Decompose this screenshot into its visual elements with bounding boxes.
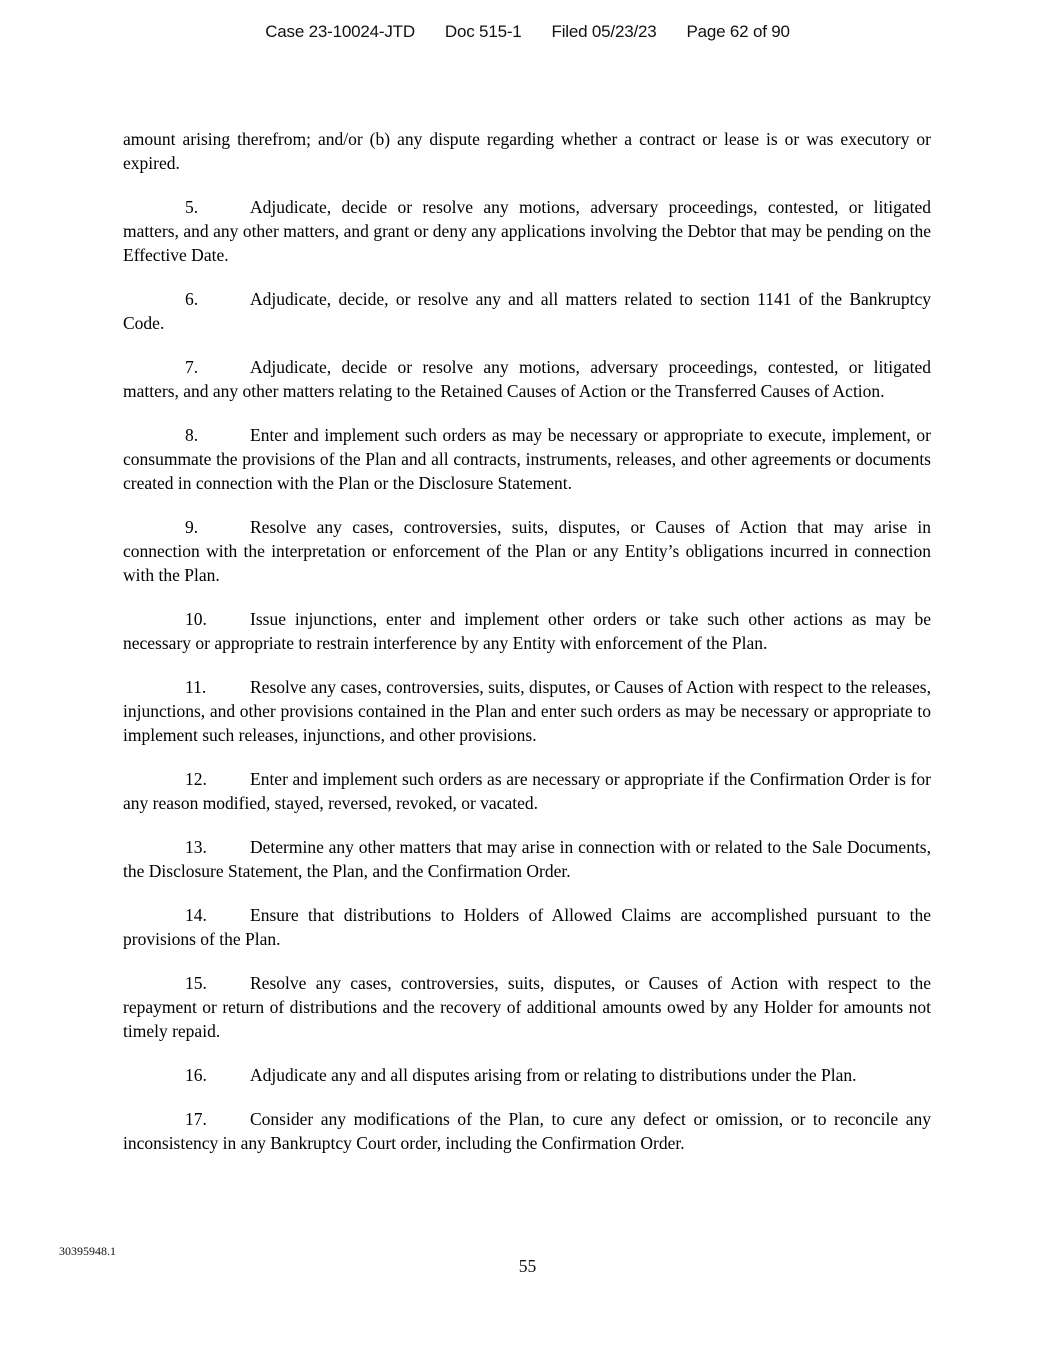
- doc-number: Doc 515-1: [444, 22, 522, 41]
- paragraph-15: [123, 971, 931, 1043]
- paragraph-17: [123, 1107, 931, 1155]
- paragraph-number: 8.: [185, 425, 199, 445]
- paragraph-number: 6.: [185, 289, 199, 309]
- paragraph-text: Enter and implement such orders as may be necessary or appropriate to execute, implement, or consummate the provisions of the Plan and all contracts, instruments, releases, and other agreements or documents created in connection with the Plan or the Disclosure Statement.: [123, 425, 931, 493]
- paragraph-text: Issue injunctions, enter and implement other orders or take such other actions as may be necessary or appropriate to restrain interference by any Entity with enforcement of the Plan.: [123, 609, 931, 653]
- footer-document-id: 30395948.1: [59, 1244, 116, 1258]
- paragraph-text: Resolve any cases, controversies, suits, disputes, or Causes of Action with respect to the repayment or return of distributions and the recovery of additional amounts owed by any Holder for amounts not timely repaid.: [123, 973, 931, 1041]
- paragraph-9: [123, 515, 931, 587]
- paragraph-10: [123, 607, 931, 655]
- case-number: Case 23-10024-JTD: [265, 22, 415, 41]
- paragraph-8: [123, 423, 931, 495]
- paragraph-13: [123, 835, 931, 883]
- paragraph-text: Adjudicate, decide or resolve any motions, adversary proceedings, contested, or litigated matters, and any other matters, and grant or deny any applications involving the Debtor that may be pending on the Effective Date.: [123, 197, 931, 265]
- paragraph-number: 13.: [185, 837, 207, 857]
- paragraph-text: Resolve any cases, controversies, suits, disputes, or Causes of Action with respect to the releases, injunctions, and other provisions contained in the Plan and enter such orders as may be necessary or appropriate to implement such releases, injunctions, and other provisions.: [123, 677, 931, 745]
- stamp-page-number: Page 62 of 90: [686, 22, 790, 41]
- document-body: [123, 127, 931, 1175]
- paragraph-number: 15.: [185, 973, 207, 993]
- footer-page-number: 55: [518, 1256, 537, 1276]
- paragraph-number: 7.: [185, 357, 199, 377]
- paragraph-11: [123, 675, 931, 747]
- paragraph-text: Consider any modifications of the Plan, to cure any defect or omission, or to reconcile any inconsistency in any Bankruptcy Court order, including the Confirmation Order.: [123, 1109, 931, 1153]
- paragraph-number: 11.: [185, 677, 207, 697]
- paragraph-number: 14.: [185, 905, 207, 925]
- court-filing-stamp: [0, 22, 1055, 42]
- paragraph-7: [123, 355, 931, 403]
- paragraph-number: 9.: [185, 517, 199, 537]
- paragraph-text: Ensure that distributions to Holders of Allowed Claims are accomplished pursuant to the provisions of the Plan.: [123, 905, 931, 949]
- paragraph-number: 12.: [185, 769, 207, 789]
- paragraph-text: Adjudicate, decide, or resolve any and all matters related to section 1141 of the Bankruptcy Code.: [123, 289, 931, 333]
- paragraph-number: 17.: [185, 1109, 207, 1129]
- paragraph-5: [123, 195, 931, 267]
- paragraph-6: [123, 287, 931, 335]
- paragraph-number: 5.: [185, 197, 199, 217]
- paragraph-text: Adjudicate, decide or resolve any motions, adversary proceedings, contested, or litigated matters, and any other matters relating to the Retained Causes of Action or the Transferred Causes of Action.: [123, 357, 931, 401]
- paragraph-number: 10.: [185, 609, 207, 629]
- paragraph-text: Determine any other matters that may arise in connection with or related to the Sale Documents, the Disclosure Statement, the Plan, and the Confirmation Order.: [123, 837, 931, 881]
- paragraph-14: [123, 903, 931, 951]
- continuation-paragraph: amount arising therefrom; and/or (b) any dispute regarding whether a contract or lease is or was executory or expired.: [123, 129, 931, 173]
- paragraph-text: Enter and implement such orders as are necessary or appropriate if the Confirmation Order is for any reason modified, stayed, reversed, revoked, or vacated.: [123, 769, 931, 813]
- paragraph-16: [123, 1063, 931, 1087]
- paragraph-text: Resolve any cases, controversies, suits, disputes, or Causes of Action that may arise in connection with the interpretation or enforcement of the Plan or any Entity’s obligations incurred in connection with the Plan.: [123, 517, 931, 585]
- filed-date: Filed 05/23/23: [551, 22, 657, 41]
- paragraph-12: [123, 767, 931, 815]
- paragraph-text: Adjudicate any and all disputes arising from or relating to distributions under the Plan.: [250, 1065, 857, 1085]
- paragraph-number: 16.: [185, 1065, 207, 1085]
